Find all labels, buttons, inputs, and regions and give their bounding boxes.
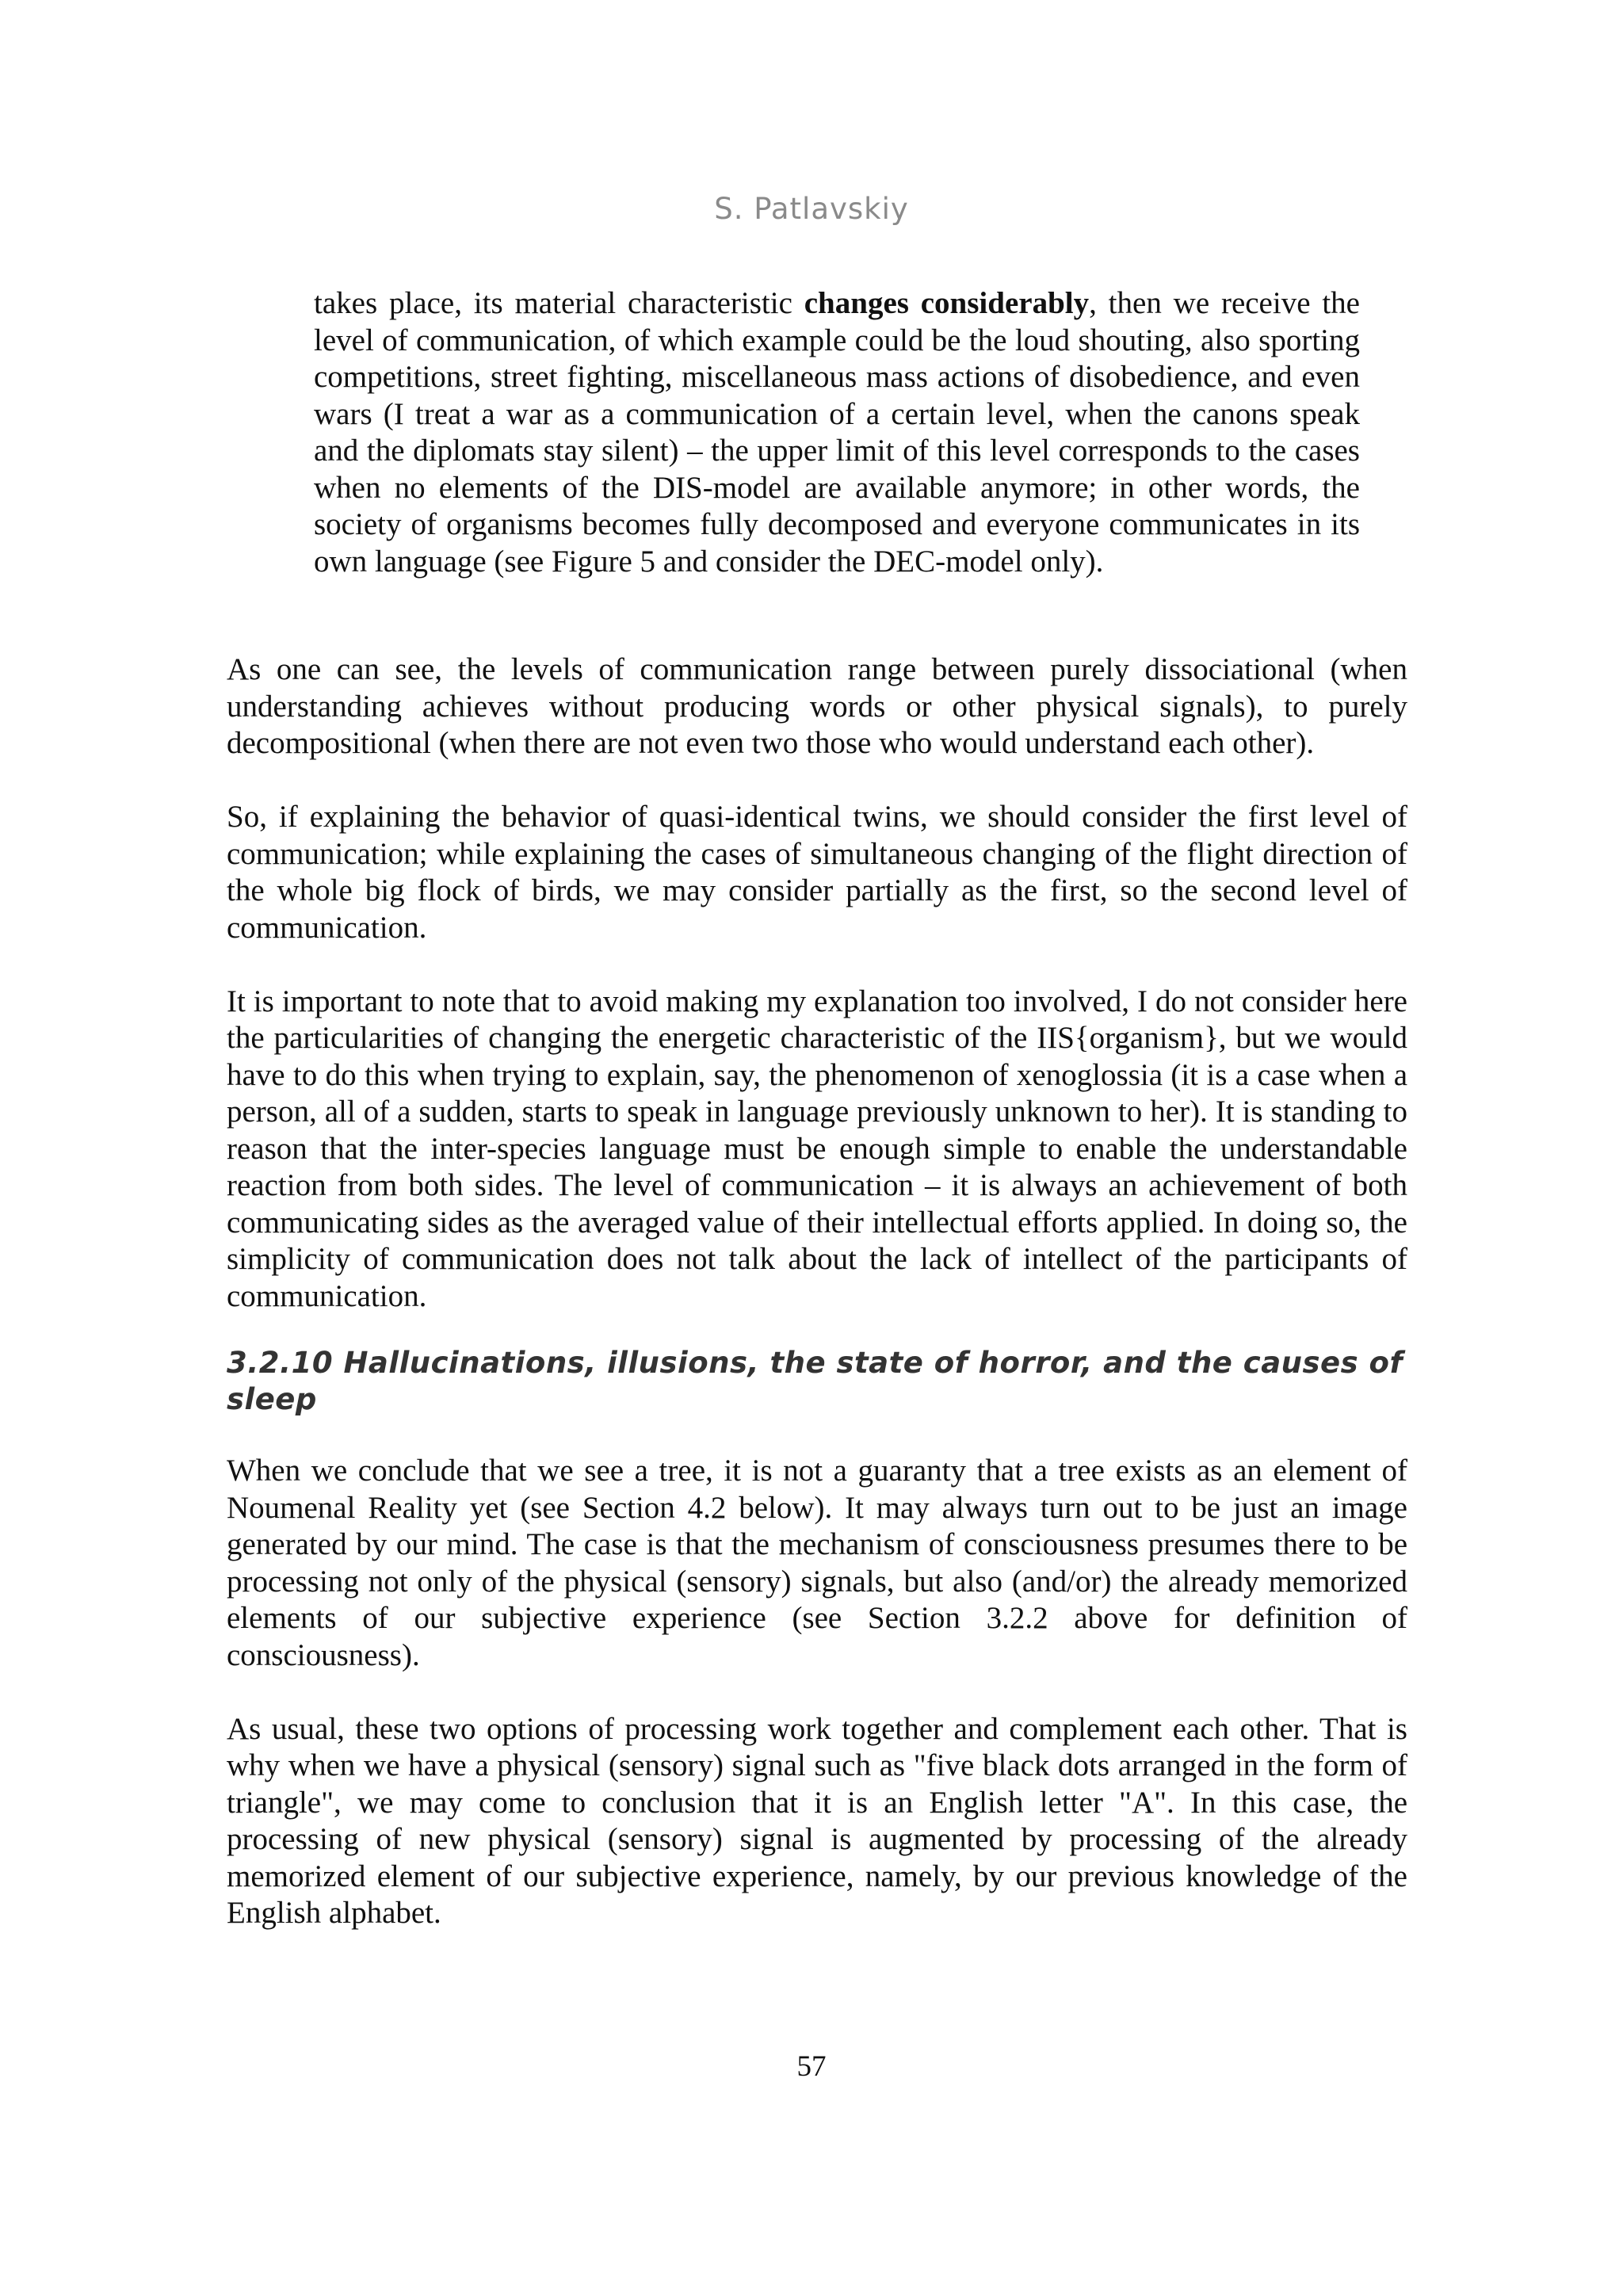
bold-emphasis: changes considerably: [804, 286, 1090, 320]
paragraph-processing-options: As usual, these two options of processing work together and complement each other. That is why when we have a physical (sensory) signal such as "five black dots arranged in the form of triangle", we may come to conclusion that it is an English letter "A". In this case, the processing of new physical (sensory) signal is augmented by processing of the already memorized element of our subjective experience, namely, by our previous knowledge of the English alphabet.: [227, 1711, 1407, 1930]
section-heading: 3.2.10 Hallucinations, illusions, the state of horror, and the causes of sleep: [227, 1346, 1403, 1416]
paragraph-text: , then we receive the level of communication, of which example could be the loud shouting, also sporting competitions, street fighting, miscellaneous mass actions of disobedience, and even wars (I treat a war as a communication of a certain level, when the canons speak and the diplomats stay silent) – the upper limit of this level corresponds to the cases when no elements of the DIS-model are available anymore; in other words, the society of organisms becomes fully decomposed and everyone communicates in its own language (see Figure 5 and consider the DEC-model only).: [314, 286, 1360, 579]
indented-paragraph: [314, 285, 1360, 580]
paragraph-xenoglossia: It is important to note that to avoid making my explanation too involved, I do not consider here the particularities of changing the energetic characteristic of the IIS{organism}, but we would have to do this when trying to explain, say, the phenomenon of xenoglossia (it is a case when a person, all of a sudden, starts to speak in language previously unknown to her). It is standing to reason that the inter-species language must be enough simple to enable the understandable reaction from both sides. The level of communication – it is always an achievement of both communicating sides as the averaged value of their intellectual efforts applied. In doing so, the simplicity of communication does not talk about the lack of intellect of the participants of communication.: [227, 984, 1407, 1313]
paragraph-tree-reality: When we conclude that we see a tree, it is not a guaranty that a tree exists as an element of Noumenal Reality yet (see Section 4.2 below). It may always turn out to be just an image generated by our mind. The case is that the mechanism of consciousness presumes there to be processing not only of the physical (sensory) signals, but also (and/or) the already memorized elements of our subjective experience (see Section 3.2.2 above for definition of consciousness).: [227, 1454, 1407, 1672]
paragraph-text: takes place, its material characteristic: [314, 286, 804, 320]
main-text: [227, 651, 1407, 1969]
paragraph-twins-birds: So, if explaining the behavior of quasi-identical twins, we should consider the first level of communication; while explaining the cases of simultaneous changing of the flight direction of the whole big flock of birds, we may consider partially as the first, so the second level of communication.: [227, 800, 1407, 945]
paragraph-levels-range: As one can see, the levels of communication range between purely dissociational (when understanding achieves without producing words or other physical signals), to purely decompositional (when there are not even two those who would understand each other).: [227, 652, 1407, 760]
running-head: S. Patlavskiy: [714, 192, 909, 226]
page-number: 57: [796, 2050, 827, 2083]
